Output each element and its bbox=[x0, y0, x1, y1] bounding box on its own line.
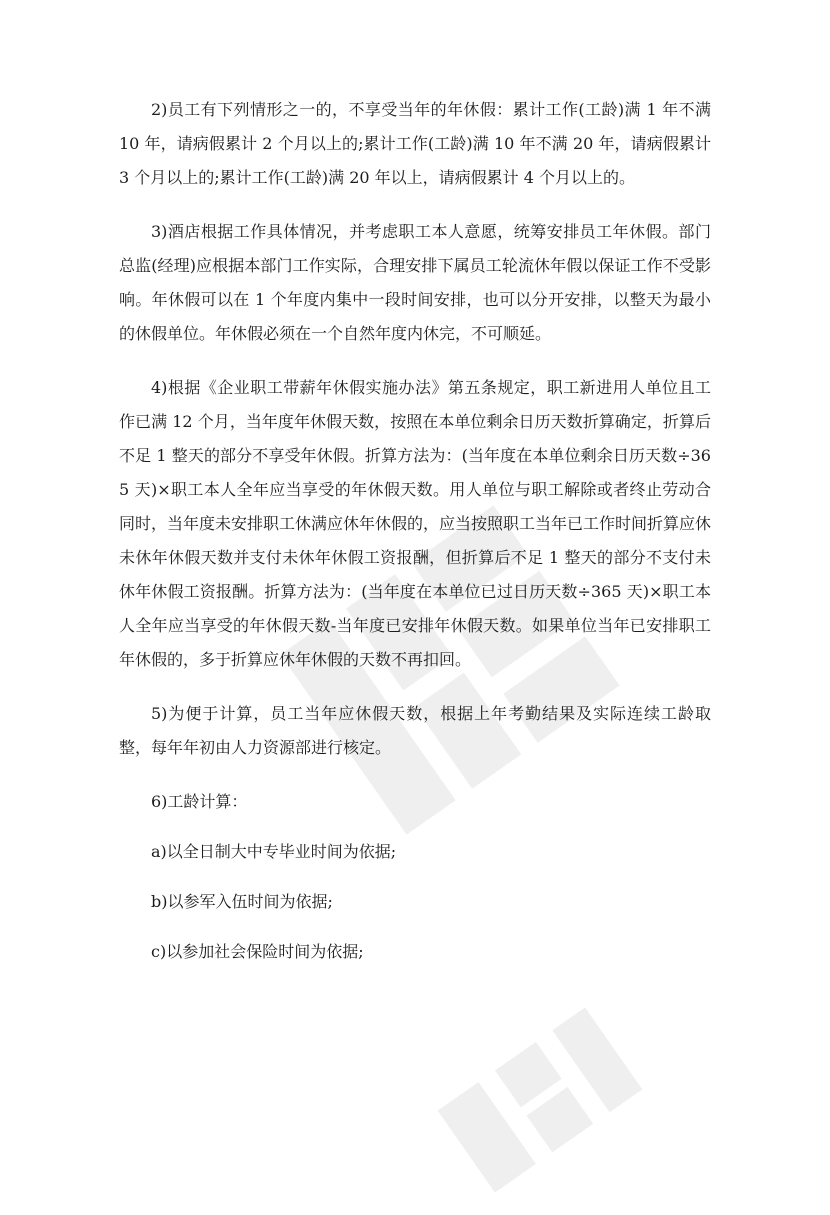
paragraph-5: 5)为便于计算，员工当年应休假天数，根据上年考勤结果及实际连续工龄取整，每年年初由人力资源部进行核定。 bbox=[119, 704, 711, 757]
list-item-c: c)以参加社会保险时间为依据; bbox=[151, 942, 364, 961]
list-item-a: a)以全日制大中专毕业时间为依据; bbox=[151, 842, 397, 861]
paragraph-6: 6)工龄计算： bbox=[151, 792, 248, 811]
paragraph-4: 4)根据《企业职工带薪年休假实施办法》第五条规定，职工新进用人单位且工作已满 12 个月，当年度年休假天数，按照在本单位剩余日历天数折算确定，折算后不足 1 整天的部分不享受年休假。折算方法为：(当年度在本单位剩余日历天数÷365 天)×职工本人全年应当享受的年休假天数。用人单位与职工解除或者终止劳动合同时，当年度未安排职工休满应休年休假的，应当按照职工当年已工作时间折算应休未休年休假天数并支付未休年休假工资报酬，但折算后不足 1 整天的部分不支付未休年休假工资报酬。折算方法为：(当年度在本单位已过日历天数÷365 天)×职工本人全年应当享受的年休假天数-当年度已安排年休假天数。如果单位当年已安排职工年休假的，多于折算应休年休假的天数不再扣回。 bbox=[119, 378, 712, 669]
watermark-logo-icon-lower bbox=[418, 985, 662, 1214]
paragraph-3: 3)酒店根据工作具体情况，并考虑职工本人意愿，统筹安排员工年休假。部门总监(经理)应根据本部门工作实际，合理安排下属员工轮流休年假以保证工作不受影响。年休假可以在 1 个年度内集中一段时间安排，也可以分开安排，以整天为最小的休假单位。年休假必须在一个自然年度内休完，不可顺延。 bbox=[119, 222, 711, 343]
paragraph-2: 2)员工有下列情形之一的，不享受当年的年休假：累计工作(工龄)满 1 年不满 10 年，请病假累计 2 个月以上的;累计工作(工龄)满 10 年不满 20 年，请病假累计 3 个月以上的;累计工作(工龄)满 20 年以上，请病假累计 4 个月以上的。 bbox=[119, 100, 711, 187]
document-body bbox=[119, 93, 711, 985]
list-item-b: b)以参军入伍时间为依据; bbox=[151, 892, 333, 911]
